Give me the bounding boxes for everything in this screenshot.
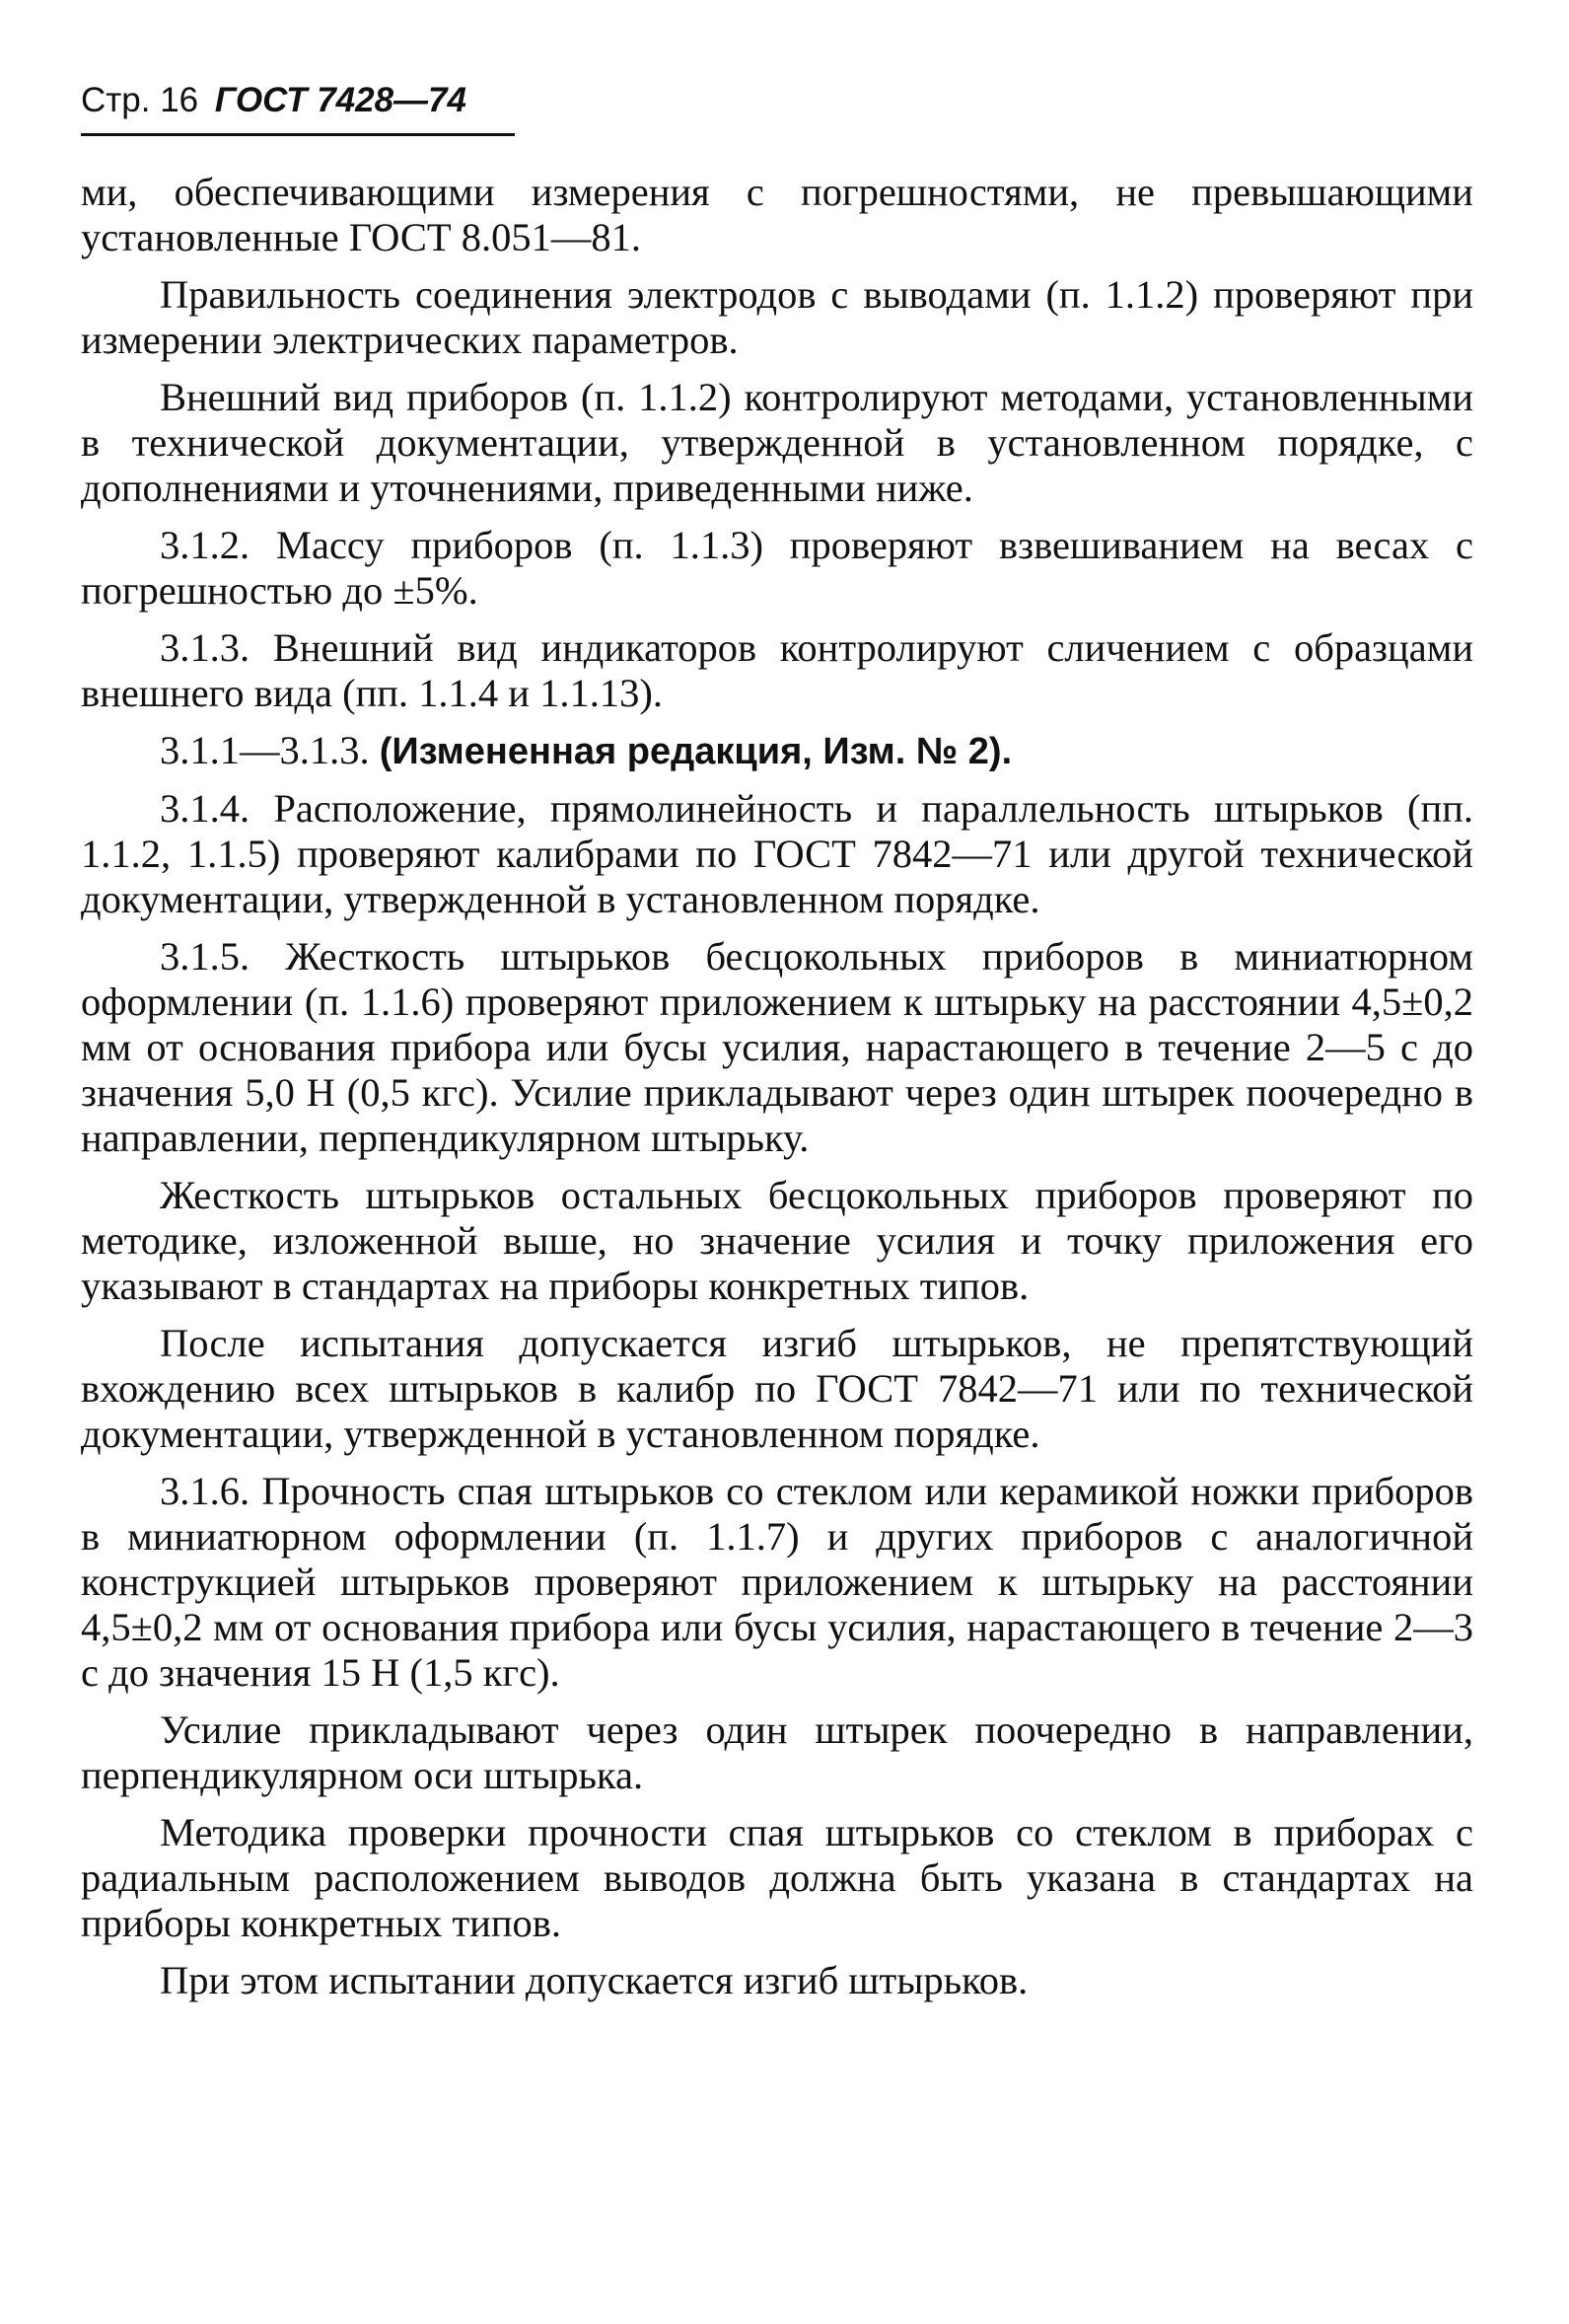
- paragraph-3-1-5: 3.1.5. Жесткость штырьков бесцокольных приборов в миниатюрном оформлении (п. 1.1.6) проверяют приложением к штырьку на расстоянии 4,5±0,2 мм от основания прибора или бусы усилия, нарастающего в течение 2—5 с до значения 5,0 Н (0,5 кгс). Усилие прикладывают через один штырек поочередно в направлении, перпендикулярном штырьку.: [81, 934, 1473, 1160]
- paragraph-after-test: После испытания допускается изгиб штырьков, не препятствующий вхождению всех штырьков в калибр по ГОСТ 7842—71 или по технической документации, утвержденной в установленном порядке.: [81, 1321, 1473, 1456]
- header-divider: [81, 133, 515, 136]
- page-number-label: Стр. 16: [81, 81, 199, 119]
- standard-designation: ГОСТ 7428—74: [214, 81, 466, 119]
- paragraph-force-applied: Усилие прикладывают через один штырек поочередно в направлении, перпендикулярном оси штырька.: [81, 1707, 1473, 1797]
- paragraph-bend-allowed: При этом испытании допускается изгиб штырьков.: [160, 1958, 1029, 2002]
- paragraph-stiffness-other: Жесткость штырьков остальных бесцокольных приборов проверяют по методике, изложенной выше, но значение усилия и точку приложения его указывают в стандартах на приборы конкретных типов.: [81, 1173, 1473, 1308]
- paragraph-appearance: Внешний вид приборов (п. 1.1.2) контролируют методами, установленными в технической документации, утвержденной в установленном порядке, с дополнениями и уточнениями, приведенными ниже.: [81, 375, 1473, 510]
- document-body: [81, 170, 1473, 2015]
- amendment-text: (Измененная редакция, Изм. № 2).: [379, 731, 1013, 772]
- paragraph-3-1-3: 3.1.3. Внешний вид индикаторов контролируют сличением с образцами внешнего вида (пп. 1.1.4 и 1.1.13).: [81, 625, 1473, 715]
- amendment-clause-range: 3.1.1—3.1.3.: [160, 728, 370, 772]
- paragraph-amendment-note: [81, 728, 1473, 774]
- page-header: [81, 79, 466, 122]
- paragraph-continuation: ми, обеспечивающими измерения с погрешностями, не превышающими установленные ГОСТ 8.051—81.: [81, 170, 1473, 259]
- paragraph-3-1-4: 3.1.4. Расположение, прямолинейность и параллельность штырьков (пп. 1.1.2, 1.1.5) проверяют калибрами по ГОСТ 7842—71 или другой технической документации, утвержденной в установленном порядке.: [81, 786, 1473, 921]
- paragraph-3-1-2: 3.1.2. Массу приборов (п. 1.1.3) проверяют взвешиванием на весах с погрешностью до ±5%.: [81, 523, 1473, 613]
- paragraph-electrode-connection: Правильность соединения электродов с выводами (п. 1.1.2) проверяют при измерении электрических параметров.: [81, 272, 1473, 362]
- paragraph-method-radial: Методика проверки прочности спая штырьков со стеклом в приборах с радиальным расположением выводов должна быть указана в стандартах на приборы конкретных типов.: [81, 1810, 1473, 1945]
- paragraph-3-1-6: 3.1.6. Прочность спая штырьков со стеклом или керамикой ножки приборов в миниатюрном оформлении (п. 1.1.7) и других приборов с аналогичной конструкцией штырьков проверяют приложением к штырьку на расстоянии 4,5±0,2 мм от основания прибора или бусы усилия, нарастающего в течение 2—3 с до значения 15 Н (1,5 кгс).: [81, 1469, 1473, 1695]
